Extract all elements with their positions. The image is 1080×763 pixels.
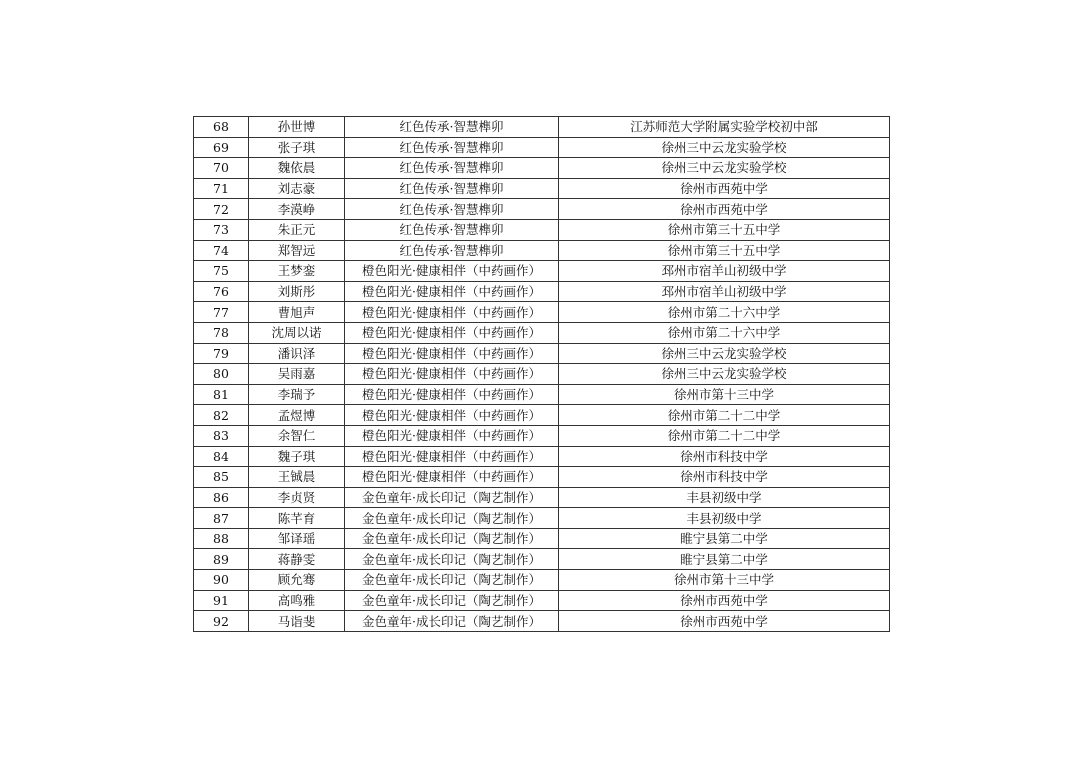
row-number-cell: 71 [194,178,249,199]
student-name-cell: 郑智远 [249,240,345,261]
project-name-cell: 红色传承·智慧榫卯 [345,137,559,158]
table-row [194,446,890,467]
student-name-cell: 吴雨嘉 [249,364,345,385]
table-row [194,261,890,282]
school-name-cell: 徐州市第二十六中学 [559,302,890,323]
table-row [194,343,890,364]
student-name-cell: 高鸣雅 [249,590,345,611]
school-name-cell: 睢宁县第二中学 [559,549,890,570]
table-row [194,364,890,385]
student-name-cell: 邹译瑶 [249,528,345,549]
student-name-cell: 王铖晨 [249,467,345,488]
row-number-cell: 85 [194,467,249,488]
table-row [194,590,890,611]
project-name-cell: 金色童年·成长印记（陶艺制作） [345,611,559,632]
student-name-cell: 张子琪 [249,137,345,158]
school-name-cell: 徐州市西苑中学 [559,178,890,199]
row-number-cell: 76 [194,281,249,302]
table-row [194,508,890,529]
school-name-cell: 徐州市第二十二中学 [559,405,890,426]
school-name-cell: 徐州市第十三中学 [559,384,890,405]
project-name-cell: 金色童年·成长印记（陶艺制作） [345,570,559,591]
school-name-cell: 徐州市第二十二中学 [559,425,890,446]
school-name-cell: 徐州市科技中学 [559,467,890,488]
school-name-cell: 徐州市西苑中学 [559,199,890,220]
table-row [194,199,890,220]
table-row [194,322,890,343]
row-number-cell: 72 [194,199,249,220]
project-name-cell: 橙色阳光·健康相伴（中药画作） [345,261,559,282]
student-name-cell: 马诣斐 [249,611,345,632]
project-name-cell: 金色童年·成长印记（陶艺制作） [345,528,559,549]
row-number-cell: 70 [194,158,249,179]
project-name-cell: 金色童年·成长印记（陶艺制作） [345,590,559,611]
project-name-cell: 红色传承·智慧榫卯 [345,178,559,199]
student-name-cell: 魏依晨 [249,158,345,179]
student-name-cell: 王梦銮 [249,261,345,282]
school-name-cell: 徐州市第二十六中学 [559,322,890,343]
student-name-cell: 孟煜博 [249,405,345,426]
table-row [194,549,890,570]
student-name-cell: 魏子琪 [249,446,345,467]
school-name-cell: 丰县初级中学 [559,487,890,508]
row-number-cell: 81 [194,384,249,405]
project-name-cell: 橙色阳光·健康相伴（中药画作） [345,425,559,446]
project-name-cell: 橙色阳光·健康相伴（中药画作） [345,281,559,302]
roster-table-body [194,117,890,632]
project-name-cell: 橙色阳光·健康相伴（中药画作） [345,364,559,385]
row-number-cell: 73 [194,219,249,240]
project-name-cell: 橙色阳光·健康相伴（中药画作） [345,405,559,426]
project-name-cell: 红色传承·智慧榫卯 [345,199,559,220]
row-number-cell: 79 [194,343,249,364]
table-row [194,219,890,240]
student-name-cell: 顾允骞 [249,570,345,591]
project-name-cell: 橙色阳光·健康相伴（中药画作） [345,467,559,488]
table-row [194,611,890,632]
table-row [194,137,890,158]
row-number-cell: 80 [194,364,249,385]
project-name-cell: 金色童年·成长印记（陶艺制作） [345,549,559,570]
student-name-cell: 余智仁 [249,425,345,446]
table-row [194,384,890,405]
row-number-cell: 69 [194,137,249,158]
school-name-cell: 徐州市第十三中学 [559,570,890,591]
row-number-cell: 86 [194,487,249,508]
table-row [194,425,890,446]
table-row [194,281,890,302]
roster-table [193,116,890,632]
school-name-cell: 徐州三中云龙实验学校 [559,364,890,385]
project-name-cell: 红色传承·智慧榫卯 [345,219,559,240]
table-row [194,405,890,426]
school-name-cell: 邳州市宿羊山初级中学 [559,281,890,302]
student-name-cell: 陈芊育 [249,508,345,529]
row-number-cell: 74 [194,240,249,261]
project-name-cell: 橙色阳光·健康相伴（中药画作） [345,446,559,467]
school-name-cell: 江苏师范大学附属实验学校初中部 [559,117,890,138]
project-name-cell: 橙色阳光·健康相伴（中药画作） [345,343,559,364]
table-row [194,302,890,323]
student-name-cell: 潘识泽 [249,343,345,364]
table-row [194,178,890,199]
school-name-cell: 徐州三中云龙实验学校 [559,343,890,364]
student-name-cell: 朱正元 [249,219,345,240]
student-name-cell: 蒋静雯 [249,549,345,570]
row-number-cell: 92 [194,611,249,632]
row-number-cell: 90 [194,570,249,591]
table-row [194,117,890,138]
school-name-cell: 邳州市宿羊山初级中学 [559,261,890,282]
table-row [194,570,890,591]
student-name-cell: 李漠峥 [249,199,345,220]
school-name-cell: 徐州三中云龙实验学校 [559,137,890,158]
student-name-cell: 刘志豪 [249,178,345,199]
row-number-cell: 88 [194,528,249,549]
school-name-cell: 徐州市第三十五中学 [559,240,890,261]
project-name-cell: 橙色阳光·健康相伴（中药画作） [345,302,559,323]
project-name-cell: 金色童年·成长印记（陶艺制作） [345,487,559,508]
table-row [194,158,890,179]
school-name-cell: 徐州市西苑中学 [559,611,890,632]
student-name-cell: 曹旭声 [249,302,345,323]
row-number-cell: 91 [194,590,249,611]
student-name-cell: 李贞贤 [249,487,345,508]
row-number-cell: 87 [194,508,249,529]
row-number-cell: 89 [194,549,249,570]
school-name-cell: 睢宁县第二中学 [559,528,890,549]
row-number-cell: 83 [194,425,249,446]
table-row [194,467,890,488]
row-number-cell: 77 [194,302,249,323]
school-name-cell: 徐州市科技中学 [559,446,890,467]
student-name-cell: 刘斯彤 [249,281,345,302]
school-name-cell: 徐州市第三十五中学 [559,219,890,240]
table-row [194,240,890,261]
student-name-cell: 沈周以诺 [249,322,345,343]
project-name-cell: 金色童年·成长印记（陶艺制作） [345,508,559,529]
row-number-cell: 75 [194,261,249,282]
row-number-cell: 82 [194,405,249,426]
project-name-cell: 红色传承·智慧榫卯 [345,158,559,179]
student-name-cell: 孙世博 [249,117,345,138]
student-name-cell: 李瑞予 [249,384,345,405]
project-name-cell: 橙色阳光·健康相伴（中药画作） [345,322,559,343]
row-number-cell: 78 [194,322,249,343]
project-name-cell: 橙色阳光·健康相伴（中药画作） [345,384,559,405]
project-name-cell: 红色传承·智慧榫卯 [345,240,559,261]
school-name-cell: 徐州三中云龙实验学校 [559,158,890,179]
school-name-cell: 丰县初级中学 [559,508,890,529]
table-row [194,487,890,508]
row-number-cell: 68 [194,117,249,138]
table-row [194,528,890,549]
row-number-cell: 84 [194,446,249,467]
school-name-cell: 徐州市西苑中学 [559,590,890,611]
project-name-cell: 红色传承·智慧榫卯 [345,117,559,138]
